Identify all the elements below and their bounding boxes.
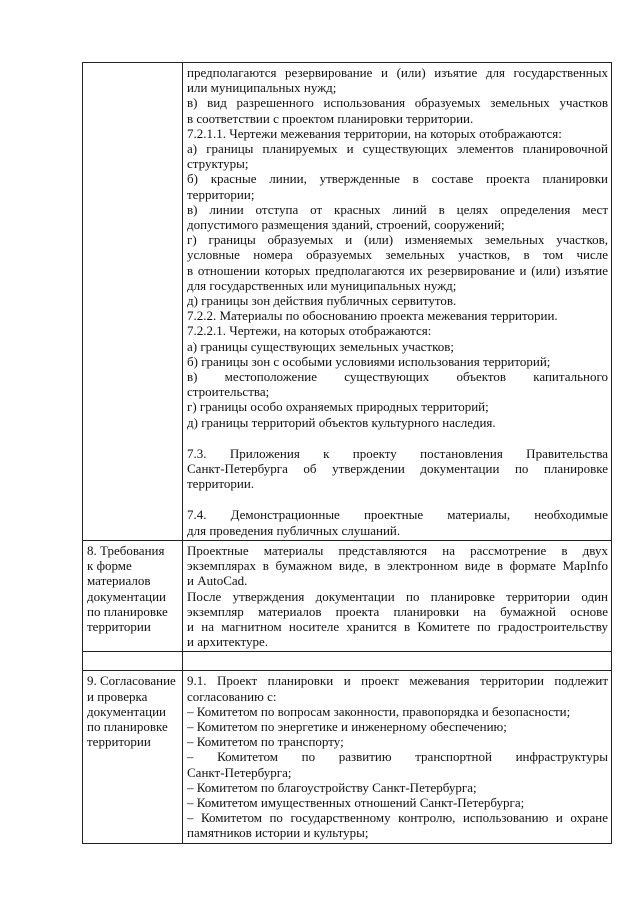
text-line: территории. — [187, 476, 255, 492]
text-line: допустимого размещения зданий, строений, сооружений; — [187, 217, 505, 233]
text-line: г) границы особо охраняемых природных территорий; — [187, 399, 489, 415]
text-line: – Комитетом по развитию транспортной инфраструктуры — [187, 749, 608, 765]
section-heading-line: 9. Согласование — [87, 673, 176, 689]
text-line: – Комитетом по транспорту; — [187, 734, 344, 750]
text-line: а) границы планируемых и существующих элементов планировочной — [187, 141, 608, 157]
text-line: и на магнитном носителе хранится в Комитете по градостроительству — [187, 618, 608, 634]
section-heading-line: территории — [87, 734, 151, 750]
section-heading-line: территории — [87, 618, 151, 634]
text-line: 9.1. Проект планировки и проект межевания территории подлежит — [187, 673, 608, 689]
table-row-9 — [83, 671, 612, 843]
text-line: – Комитетом по энергетике и инженерному обеспечению; — [187, 718, 507, 734]
text-line: д) границы зон действия публичных сервитутов. — [187, 293, 457, 309]
text-line: б) красные линии, утвержденные в составе проекта планировки — [187, 171, 608, 187]
text-line: а) границы существующих земельных участков; — [187, 338, 455, 354]
text-line: После утверждения документации по планировке территории один — [187, 588, 608, 604]
paragraph-gap — [187, 491, 608, 507]
section-heading-line: по планировке — [87, 718, 168, 734]
text-line: в) вид разрешенного использования образуемых земельных участков — [187, 95, 608, 111]
text-line: согласованию с: — [187, 688, 277, 704]
text-line: в) местоположение существующих объектов капитального — [187, 369, 608, 385]
text-line: условные номера образуемых земельных участков, в том числе — [187, 247, 608, 263]
text-line: в отношении которых предполагаются их резервирование и (или) изъятие — [187, 262, 608, 278]
text-line: – Комитетом имущественных отношений Санкт-Петербурга; — [187, 794, 525, 810]
text-line: г) границы образуемых и (или) изменяемых земельных участков, — [187, 232, 608, 248]
text-line: и архитектуре. — [187, 634, 269, 650]
text-line: памятников истории и культуры; — [187, 825, 369, 841]
section-heading-line: 8. Требования — [87, 542, 165, 558]
requirements-table — [82, 62, 612, 844]
text-line: 7.4. Демонстрационные проектные материалы, необходимые — [187, 507, 608, 523]
text-line: 7.2.2. Материалы по обоснованию проекта межевания территории. — [187, 308, 558, 324]
section-heading-line: к форме — [87, 558, 132, 574]
text-line: и AutoCad. — [187, 573, 248, 589]
text-line: – Комитетом по вопросам законности, правопорядка и безопасности; — [187, 703, 571, 719]
text-line: в) линии отступа от красных линий в целях определения мест — [187, 201, 608, 217]
text-line: Проектные материалы представляются на рассмотрение в двух — [187, 542, 608, 558]
row-7-left-cell — [83, 63, 183, 541]
text-line: – Комитетом по государственному контролю, использованию и охране — [187, 810, 608, 826]
text-line: для проведения публичных слушаний. — [187, 522, 401, 538]
row-9-heading-cell — [83, 671, 183, 843]
text-line: строительства; — [187, 384, 270, 400]
text-line: структуры; — [187, 156, 249, 172]
text-line: территории; — [187, 186, 255, 202]
table-row-8 — [83, 540, 612, 651]
text-line: в соответствии с проектом планировки территории. — [187, 110, 474, 126]
row-8-content-cell — [183, 540, 612, 651]
paragraph-gap — [187, 430, 608, 446]
table-row-7-continued — [83, 63, 612, 541]
row-9-content-cell — [183, 671, 612, 843]
section-heading-line: документации — [87, 703, 167, 719]
section-heading-line: по планировке — [87, 603, 168, 619]
text-line: для государственных или муниципальных нужд; — [187, 277, 457, 293]
text-line: 7.2.1.1. Чертежи межевания территории, на которых отображаются: — [187, 125, 562, 141]
text-line: 7.2.2.1. Чертежи, на которых отображаются: — [187, 323, 432, 339]
text-line: экземпляр материалов проекта планировки на бумажной основе — [187, 603, 608, 619]
row-spacer-left — [83, 652, 183, 671]
row-8-heading-cell — [83, 540, 183, 651]
text-line: – Комитетом по благоустройству Санкт-Петербурга; — [187, 779, 477, 795]
text-line: Санкт-Петербурга об утверждении документации по планировке — [187, 461, 608, 477]
text-line: Санкт-Петербурга; — [187, 764, 292, 780]
row-spacer-right — [183, 652, 612, 671]
section-heading-line: материалов — [87, 573, 151, 589]
table-row-spacer — [83, 652, 612, 671]
row-7-content-cell — [183, 63, 612, 541]
text-line: б) границы зон с особыми условиями использования территорий; — [187, 353, 551, 369]
text-line: предполагаются резервирование и (или) изъятие для государственных — [187, 65, 608, 80]
section-heading-line: документации — [87, 588, 167, 604]
text-line: д) границы территорий объектов культурного наследия. — [187, 414, 496, 430]
text-line: экземплярах в бумажном виде, в электронном виде в формате MapInfo — [187, 558, 608, 574]
text-line: или муниципальных нужд; — [187, 80, 337, 96]
section-heading-line: и проверка — [87, 688, 148, 704]
text-line: 7.3. Приложения к проекту постановления Правительства — [187, 445, 608, 461]
